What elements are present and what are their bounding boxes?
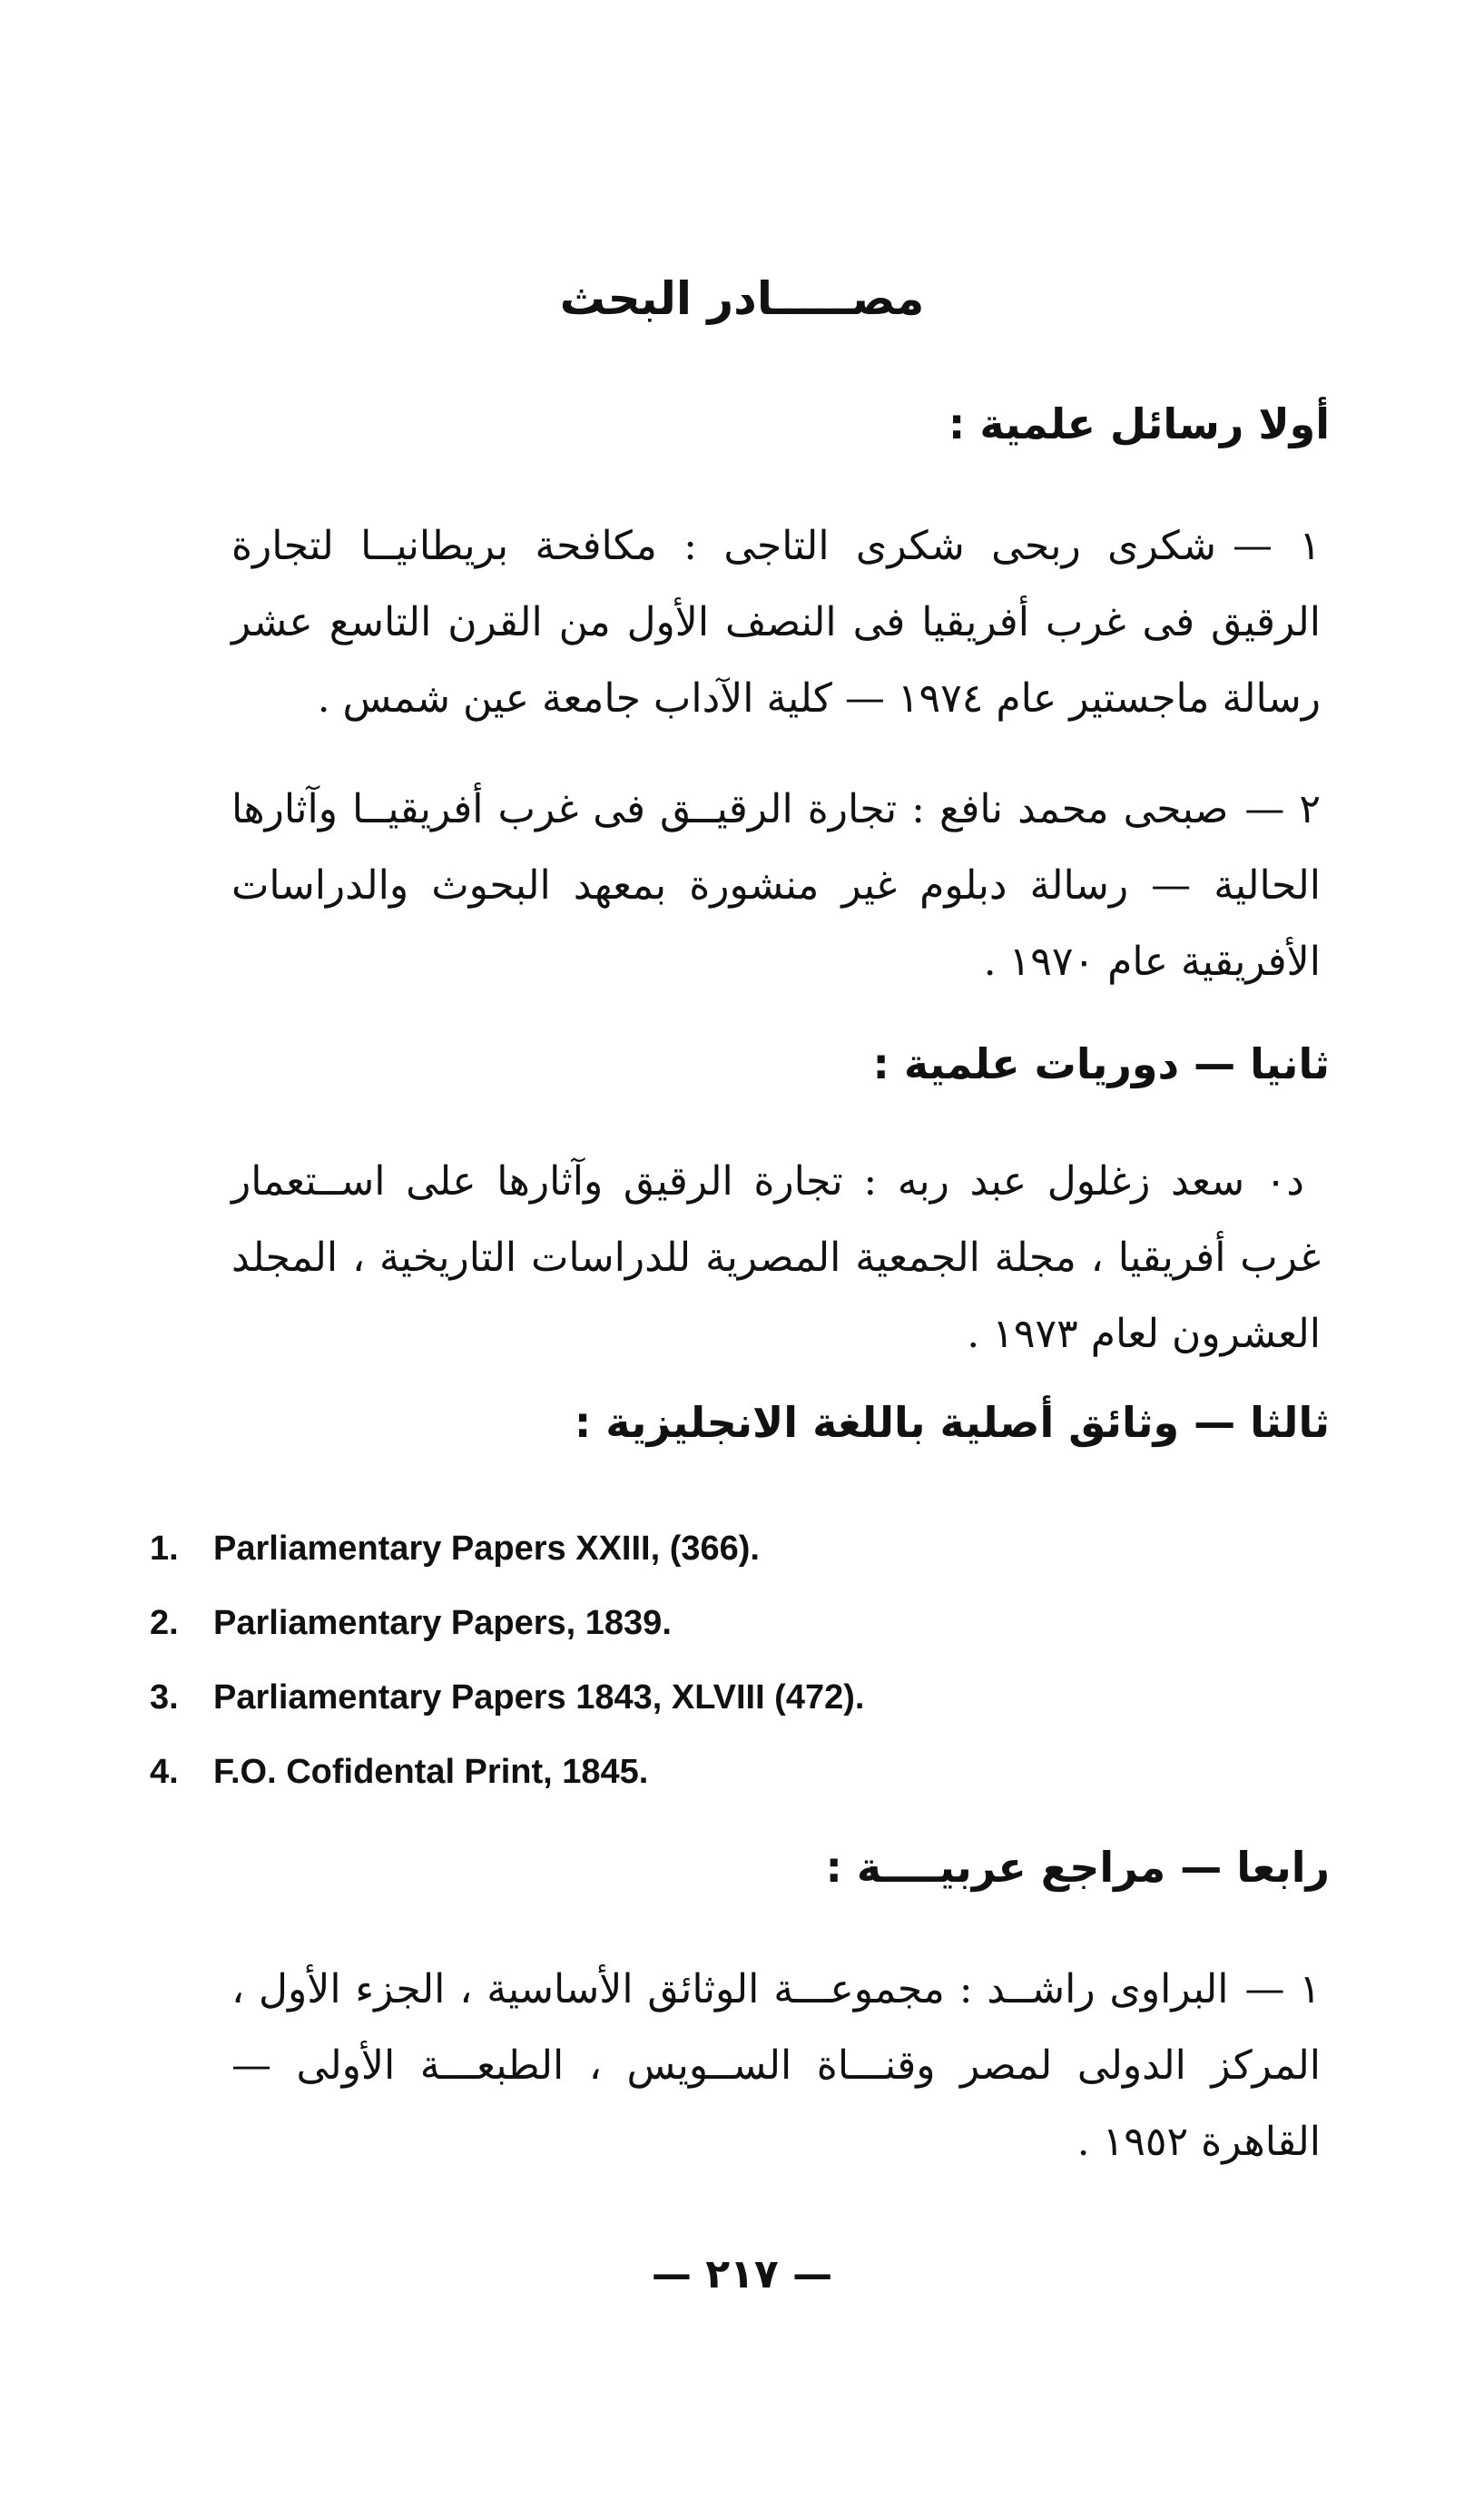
list-item (150, 1660, 864, 1735)
list-item (231, 508, 1321, 737)
list-item (150, 1511, 864, 1586)
entry-number: ٢ — (1244, 786, 1321, 832)
entry-text: البراوى راشــد : مجموعـــة الوثائق الأساسية ، الجزء الأول ، المركز الدولى لمصر وقنـــاة الســويس ، الطبعـــة الأولى — القاهرة ١٩٥٢ . (231, 1966, 1321, 2165)
list-item (231, 1952, 1321, 2180)
item-text: Parliamentary Papers, 1839. (213, 1604, 672, 1642)
entry-number: ١ — (1244, 1966, 1321, 2012)
item-number: 2. (150, 1604, 179, 1642)
section-heading-arabic-references: رابعا — مراجع عربيــــة : (825, 1843, 1330, 1892)
english-documents-list (150, 1511, 864, 1809)
item-text: Parliamentary Papers 1843, XLVIII (472). (213, 1678, 865, 1717)
entry-number: ١ — (1232, 523, 1321, 569)
item-text: F.O. Cofidental Print, 1845. (213, 1753, 649, 1791)
list-item (231, 772, 1321, 1000)
list-item (231, 1144, 1321, 1372)
section-heading-english-documents: ثالثا — وثائق أصلية باللغة الانجليزية : (574, 1398, 1330, 1447)
entry-text: صبحى محمد نافع : تجارة الرقيــق فى غرب أفريقيــا وآثارها الحالية — رسالة دبلوم غير منشورة بمعهد البحوث والدراسات الأفريقية عام ١٩٧٠ . (231, 786, 1321, 985)
section-heading-periodicals: ثانيا — دوريات علمية : (872, 1039, 1330, 1088)
item-number: 4. (150, 1753, 179, 1791)
item-number: 3. (150, 1678, 179, 1717)
list-item (150, 1586, 864, 1660)
page-number: — ٢١٧ — (651, 2251, 833, 2297)
section-heading-theses: أولا رسائل علمية : (948, 399, 1330, 448)
list-item (150, 1735, 864, 1809)
item-text: Parliamentary Papers XXIII, (366). (213, 1530, 760, 1568)
entry-text: د٠ سعد زغلول عبد ربه : تجارة الرقيق وآثارها على اســتعمار غرب أفريقيا ، مجلة الجمعية المصرية للدراسات التاريخية ، المجلد العشرون لعام ١٩٧٣ . (231, 1158, 1321, 1357)
entry-text: شكرى ربحى شكرى التاجى : مكافحة بريطانيــا لتجارة الرقيق فى غرب أفريقيا فى النصف الأول من القرن التاسع عشر رسالة ماجستير عام ١٩٧٤ — كلية الآداب جامعة عين شمس . (231, 523, 1321, 722)
item-number: 1. (150, 1530, 179, 1568)
page-title: مصـــــادر البحث (559, 272, 925, 325)
